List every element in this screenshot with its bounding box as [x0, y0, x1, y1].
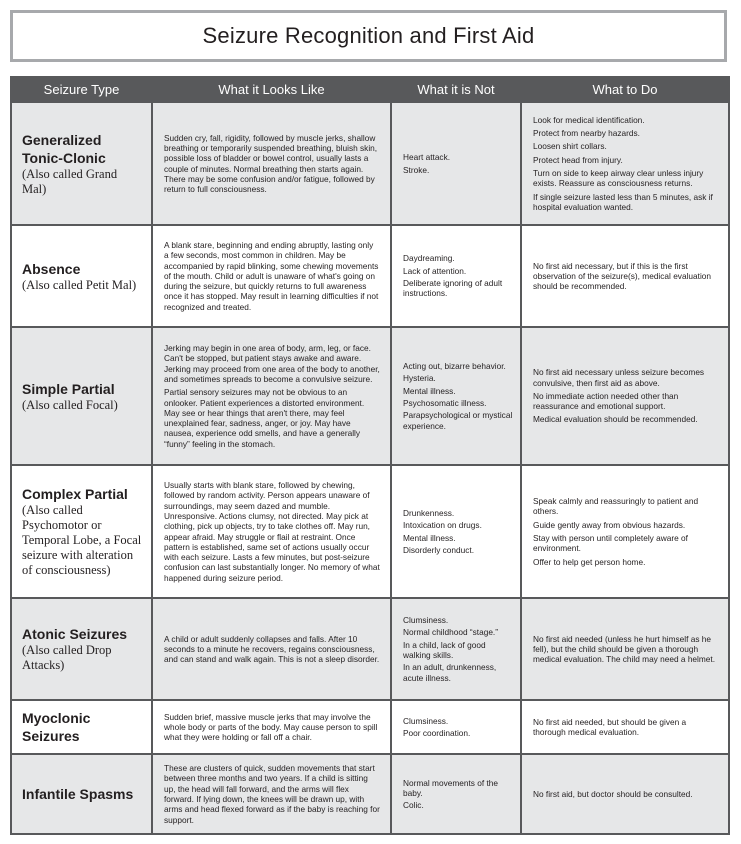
looks-like-text: Jerking may begin in one area of body, arm, leg, or face. Can't be stopped, but patient stays awake and aware. Jerking may proceed from one area of the body to another, and sometimes spreads to become a convulsive seizure.: [164, 343, 380, 384]
what-it-is-not-item: Colic.: [403, 800, 424, 811]
what-it-is-not-item: Psychosomatic illness.: [403, 398, 487, 408]
looks-like-text: Usually starts with blank stare, followed by chewing, followed by random activity. Person appears unaware of surroundings, may seem dazed and mumble. Unresponsive. Actions clumsy, not directed. May pick at clothing, pick up objects, try to take clothes off. May run, appear afraid. May struggle or flail at restraint. Once pattern is established, same set of actions usually occur with each seizure. Lasts a few minutes, but post-seizure confusion can last substantially longer. No memory of what happened during seizure period.: [164, 480, 380, 583]
what-it-is-not-item: Stroke.: [403, 164, 430, 175]
what-to-do-item: Look for medical identification.: [533, 114, 645, 125]
seizure-type-cell: [11, 327, 152, 465]
seizure-type-cell: [11, 465, 152, 598]
looks-like-text: These are clusters of quick, sudden movements that start between three months and two years. If a child is sitting up, the head will fall forward, and the arms will flex forward. If lying down, the knees will be drawn up, with arms and head flexed forward as if the baby is reaching for support.: [164, 763, 380, 825]
what-it-is-not-cell: [391, 225, 521, 327]
what-to-do-item: No first aid, but doctor should be consulted.: [533, 788, 693, 799]
what-to-do-item: Protect from nearby hazards.: [533, 128, 640, 139]
table-row: [11, 465, 729, 598]
seizure-type-name: Infantile Spasms: [22, 786, 134, 802]
what-to-do-item: No first aid necessary, but if this is the first observation of the seizure(s), medical evaluation should be recommended.: [533, 260, 712, 292]
seizure-type-name: Atonic Seizures: [22, 626, 128, 642]
what-to-do-item: Turn on side to keep airway clear unless injury exists. Reassure as consciousness returns.: [533, 168, 704, 189]
what-to-do-item: No first aid needed, but should be given a thorough medical evaluation.: [533, 716, 687, 737]
what-it-is-not-item: Parapsychological or mystical experience.: [403, 410, 513, 431]
what-to-do-item: No first aid needed (unless he hurt himself as he fell), but the child should be given a thorough medical evaluation. The child may need a helmet.: [533, 633, 716, 665]
what-it-is-not-item: Mental illness.: [403, 532, 456, 543]
what-to-do-item: Offer to help get person home.: [533, 556, 646, 567]
what-to-do-cell: [521, 102, 729, 225]
what-it-is-not-item: Clumsiness.: [403, 615, 449, 626]
what-it-is-not-item: Clumsiness.: [403, 715, 449, 726]
what-it-is-not-item: In a child, lack of good walking skills.: [403, 639, 486, 660]
looks-like-cell: [152, 700, 391, 754]
what-to-do-item: Stay with person until completely aware of environment.: [533, 533, 688, 554]
seizure-type-alias: (Also called Focal): [22, 397, 118, 412]
what-to-do-item: Medical evaluation should be recommended.: [533, 414, 698, 425]
table-row: [11, 327, 729, 465]
seizure-type-alias: (Also called Grand Mal): [22, 166, 118, 196]
seizure-type-cell: [11, 102, 152, 225]
table-row: [11, 700, 729, 754]
what-it-is-not-item: Poor coordination.: [403, 728, 471, 738]
what-to-do-item: Guide gently away from obvious hazards.: [533, 519, 686, 530]
seizure-type-name: Absence: [22, 260, 81, 277]
what-it-is-not-cell: [391, 598, 521, 700]
what-it-is-not-item: Lack of attention.: [403, 265, 467, 276]
what-it-is-not-item: Deliberate ignoring of adult instructions.: [403, 278, 503, 299]
table-row: [11, 598, 729, 700]
what-it-is-not-item: Drunkenness.: [403, 507, 455, 518]
column-header-looks-like: What it Looks Like: [152, 77, 391, 102]
looks-like-cell: [152, 102, 391, 225]
what-it-is-not-cell: [391, 754, 521, 834]
seizure-type-name: Complex Partial: [22, 486, 128, 502]
title-box: [10, 10, 727, 62]
looks-like-text: Sudden cry, fall, rigidity, followed by muscle jerks, shallow breathing or temporarily suspended breathing, bluish skin, possible loss of bladder or bowel control, usually lasts a couple of minutes. Normal breathing then starts again. There may be some confusion and/or fatigue, followed by return to full consciousness.: [164, 132, 378, 195]
what-to-do-item: Speak calmly and reassuringly to patient and others.: [533, 496, 699, 517]
what-it-is-not-item: Hysteria.: [403, 373, 436, 384]
seizure-type-alias: (Also called Petit Mal): [22, 277, 137, 292]
looks-like-cell: [152, 465, 391, 598]
what-it-is-not-cell: [391, 327, 521, 465]
what-it-is-not-item: Mental illness.: [403, 385, 456, 396]
seizure-type-alias: (Also called Psychomotor or Temporal Lobe, a Focal seizure with alteration of consciousness): [22, 503, 142, 577]
looks-like-cell: [152, 327, 391, 465]
column-header-seizure-type: Seizure Type: [11, 77, 152, 102]
what-it-is-not-cell: [391, 465, 521, 598]
what-to-do-cell: [521, 598, 729, 700]
what-to-do-cell: [521, 225, 729, 327]
what-to-do-cell: [521, 327, 729, 465]
looks-like-cell: [152, 754, 391, 834]
seizure-type-alias: (Also called Drop Attacks): [22, 643, 112, 672]
seizure-type-cell: [11, 598, 152, 700]
what-it-is-not-item: Heart attack.: [403, 152, 451, 163]
seizure-type-name: Simple Partial: [22, 380, 115, 397]
seizure-type-name: Generalized Tonic-Clonic: [22, 131, 106, 166]
looks-like-text: A child or adult suddenly collapses and falls. After 10 seconds to a minute he recovers, regains consciousness, and can stand and walk again. This is not a sleep disorder.: [164, 633, 380, 665]
page-title: Seizure Recognition and First Aid: [202, 23, 535, 48]
what-to-do-cell: [521, 754, 729, 834]
looks-like-cell: [152, 598, 391, 700]
looks-like-cell: [152, 225, 391, 327]
what-to-do-item: If single seizure lasted less than 5 minutes, ask if hospital evaluation wanted.: [533, 191, 713, 212]
column-header-what-it-is-not: What it is Not: [391, 77, 521, 102]
what-to-do-item: Protect head from injury.: [533, 154, 623, 165]
looks-like-text: Sudden brief, massive muscle jerks that may involve the whole body or parts of the body. May cause person to spill what they were holding or fall off a chair.: [164, 711, 378, 743]
what-it-is-not-item: Normal movements of the baby.: [403, 777, 498, 798]
what-it-is-not-item: Disorderly conduct.: [403, 544, 475, 555]
what-to-do-item: Loosen shirt collars.: [533, 141, 607, 152]
seizure-type-cell: [11, 225, 152, 327]
what-to-do-item: No first aid necessary unless seizure becomes convulsive, then first aid as above.: [533, 367, 705, 388]
what-it-is-not-cell: [391, 102, 521, 225]
seizure-type-cell: [11, 754, 152, 834]
what-it-is-not-cell: [391, 700, 521, 754]
what-to-do-cell: [521, 700, 729, 754]
what-to-do-item: No immediate action needed other than reassurance and emotional support.: [533, 390, 679, 412]
looks-like-text: Partial sensory seizures may not be obvious to an onlooker. Patient experiences a distorted environment. May see or hear things that aren't there, may feel unexplained fear, sadness, anger, or joy. May have nausea, experience odd smells, and have a generally “funny” feeling in the stomach.: [164, 387, 365, 449]
column-header-what-to-do: What to Do: [521, 77, 729, 102]
what-to-do-cell: [521, 465, 729, 598]
what-it-is-not-item: Daydreaming.: [403, 253, 455, 264]
header-row: [11, 77, 729, 102]
table-row: [11, 102, 729, 225]
seizure-type-name: Myoclonic Seizures: [22, 710, 91, 744]
what-it-is-not-item: Acting out, bizarre behavior.: [403, 361, 506, 372]
table-row: [11, 754, 729, 834]
what-it-is-not-item: Normal childhood “stage.”: [403, 627, 498, 638]
looks-like-text: A blank stare, beginning and ending abruptly, lasting only a few seconds, most common in children. May be accompanied by rapid blinking, some chewing movements of the mouth. Child or adult is unaware of what's going on during the seizure, but quickly returns to full awareness once it has stopped. May result in learning difficulties if not recognized and treated.: [164, 239, 379, 312]
seizure-type-cell: [11, 700, 152, 754]
seizure-table: [10, 76, 730, 835]
what-it-is-not-item: Intoxication on drugs.: [403, 520, 482, 531]
table-row: [11, 225, 729, 327]
what-it-is-not-item: In an adult, drunkenness, acute illness.: [403, 662, 497, 683]
